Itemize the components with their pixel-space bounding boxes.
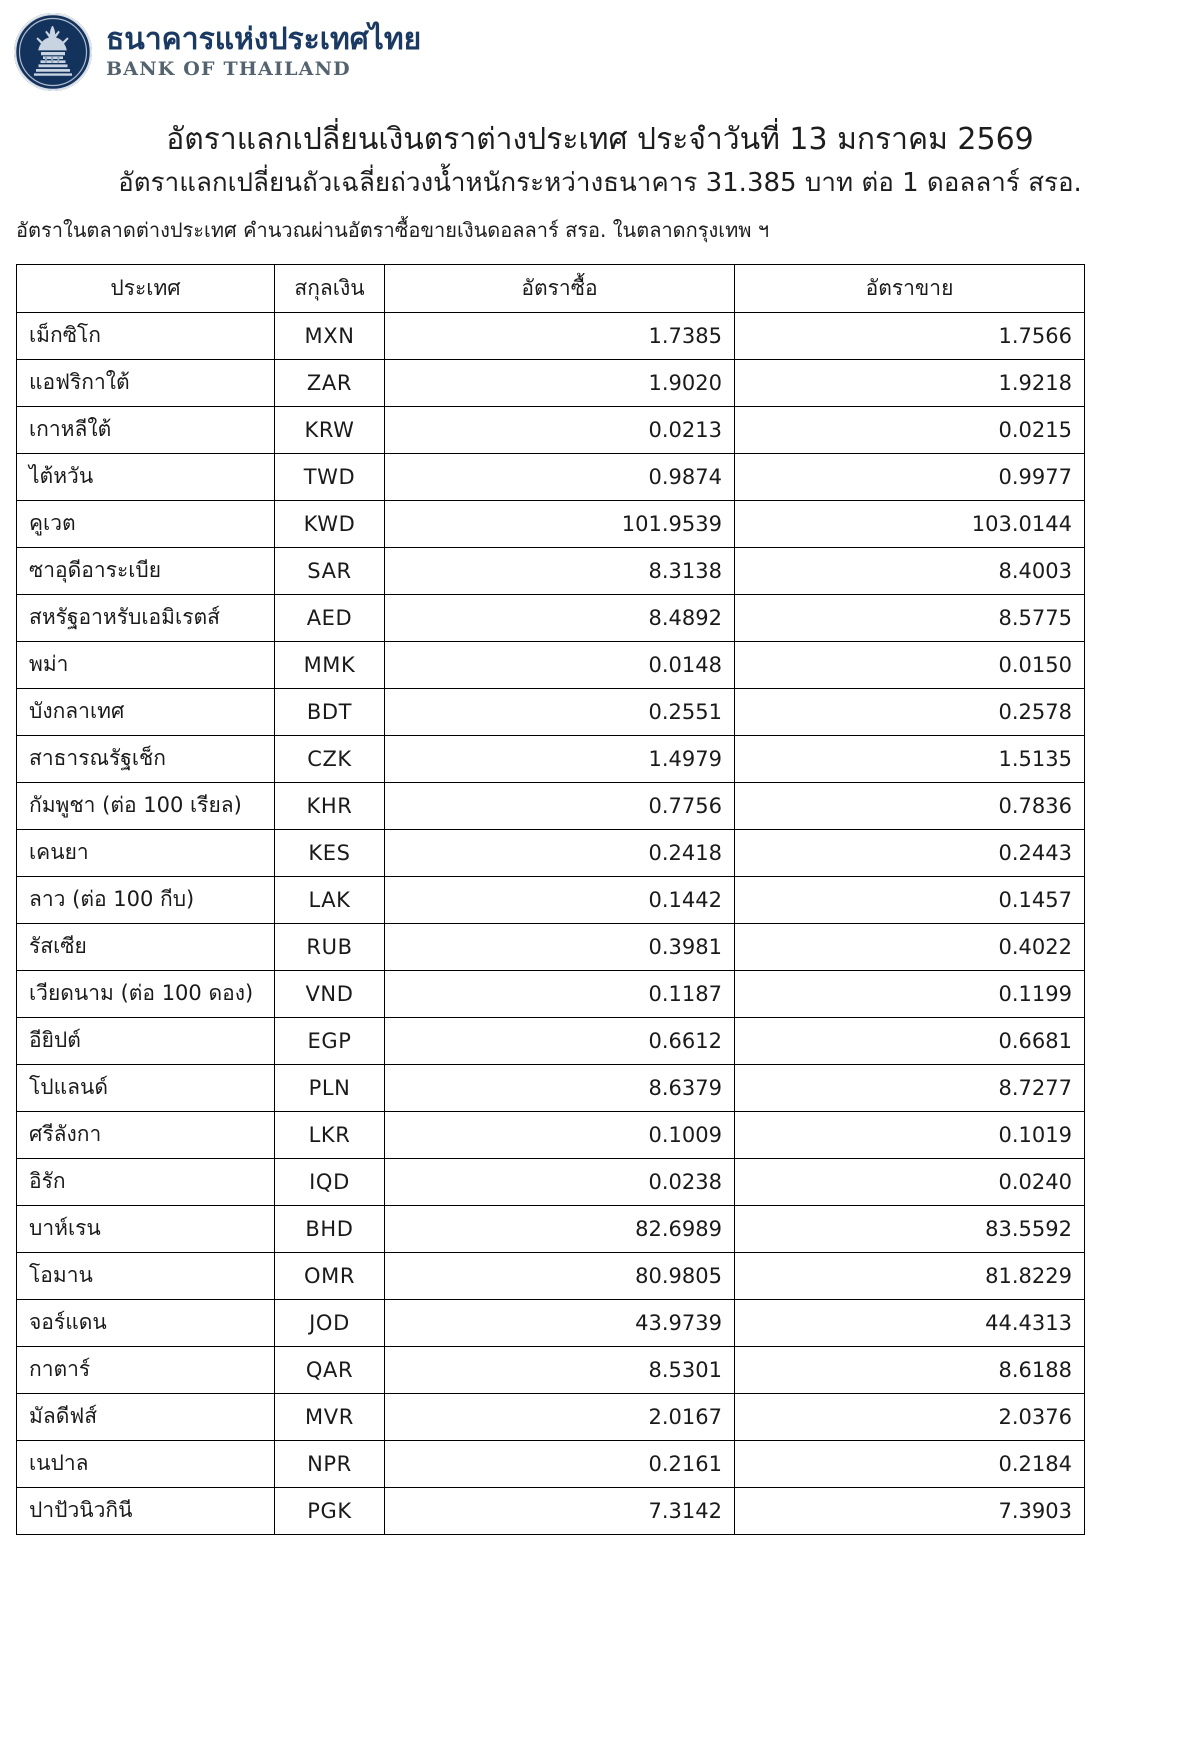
cell-currency-code: LKR bbox=[275, 1111, 385, 1158]
cell-currency-code: MMK bbox=[275, 641, 385, 688]
cell-buying-rate: 1.9020 bbox=[385, 359, 735, 406]
table-row bbox=[17, 1158, 1085, 1205]
cell-country: กาตาร์ bbox=[17, 1346, 275, 1393]
document-titles bbox=[0, 120, 1200, 246]
cell-buying-rate: 0.0213 bbox=[385, 406, 735, 453]
table-row bbox=[17, 500, 1085, 547]
cell-country: อียิปต์ bbox=[17, 1017, 275, 1064]
table-row bbox=[17, 312, 1085, 359]
cell-country: บังกลาเทศ bbox=[17, 688, 275, 735]
cell-currency-code: MVR bbox=[275, 1393, 385, 1440]
cell-currency-code: ZAR bbox=[275, 359, 385, 406]
table-row bbox=[17, 1346, 1085, 1393]
bank-of-thailand-seal-icon bbox=[14, 13, 92, 91]
exchange-rates-table bbox=[16, 264, 1085, 1535]
cell-selling-rate: 2.0376 bbox=[735, 1393, 1085, 1440]
table-row bbox=[17, 1252, 1085, 1299]
cell-buying-rate: 8.6379 bbox=[385, 1064, 735, 1111]
cell-country: แอฟริกาใต้ bbox=[17, 359, 275, 406]
cell-buying-rate: 0.6612 bbox=[385, 1017, 735, 1064]
cell-buying-rate: 0.1009 bbox=[385, 1111, 735, 1158]
table-row bbox=[17, 1299, 1085, 1346]
cell-currency-code: QAR bbox=[275, 1346, 385, 1393]
cell-currency-code: EGP bbox=[275, 1017, 385, 1064]
cell-selling-rate: 44.4313 bbox=[735, 1299, 1085, 1346]
table-row bbox=[17, 1487, 1085, 1534]
cell-currency-code: JOD bbox=[275, 1299, 385, 1346]
cell-currency-code: IQD bbox=[275, 1158, 385, 1205]
cell-country: บาห์เรน bbox=[17, 1205, 275, 1252]
cell-country: เม็กซิโก bbox=[17, 312, 275, 359]
cell-selling-rate: 0.0150 bbox=[735, 641, 1085, 688]
cell-country: เกาหลีใต้ bbox=[17, 406, 275, 453]
table-row bbox=[17, 547, 1085, 594]
cell-currency-code: TWD bbox=[275, 453, 385, 500]
table-header bbox=[17, 264, 1085, 312]
cell-selling-rate: 7.3903 bbox=[735, 1487, 1085, 1534]
cell-selling-rate: 1.5135 bbox=[735, 735, 1085, 782]
table-row bbox=[17, 453, 1085, 500]
cell-selling-rate: 0.7836 bbox=[735, 782, 1085, 829]
cell-country: กัมพูชา (ต่อ 100 เรียล) bbox=[17, 782, 275, 829]
cell-selling-rate: 83.5592 bbox=[735, 1205, 1085, 1252]
cell-selling-rate: 0.2184 bbox=[735, 1440, 1085, 1487]
cell-currency-code: NPR bbox=[275, 1440, 385, 1487]
cell-buying-rate: 80.9805 bbox=[385, 1252, 735, 1299]
cell-buying-rate: 0.2551 bbox=[385, 688, 735, 735]
cell-selling-rate: 8.4003 bbox=[735, 547, 1085, 594]
cell-buying-rate: 0.2418 bbox=[385, 829, 735, 876]
cell-country: สหรัฐอาหรับเอมิเรตส์ bbox=[17, 594, 275, 641]
cell-currency-code: SAR bbox=[275, 547, 385, 594]
cell-currency-code: PGK bbox=[275, 1487, 385, 1534]
cell-currency-code: KHR bbox=[275, 782, 385, 829]
cell-country: โปแลนด์ bbox=[17, 1064, 275, 1111]
rates-table-container bbox=[16, 264, 1184, 1535]
cell-selling-rate: 8.6188 bbox=[735, 1346, 1085, 1393]
cell-currency-code: KES bbox=[275, 829, 385, 876]
cell-currency-code: CZK bbox=[275, 735, 385, 782]
table-header-row bbox=[17, 264, 1085, 312]
brand-header bbox=[0, 0, 1200, 92]
cell-country: สาธารณรัฐเช็ก bbox=[17, 735, 275, 782]
cell-selling-rate: 0.4022 bbox=[735, 923, 1085, 970]
table-row bbox=[17, 923, 1085, 970]
column-header-selling-rate: อัตราขาย bbox=[735, 264, 1085, 312]
cell-selling-rate: 1.9218 bbox=[735, 359, 1085, 406]
cell-buying-rate: 43.9739 bbox=[385, 1299, 735, 1346]
cell-country: จอร์แดน bbox=[17, 1299, 275, 1346]
cell-country: เวียดนาม (ต่อ 100 ดอง) bbox=[17, 970, 275, 1017]
table-row bbox=[17, 641, 1085, 688]
cell-selling-rate: 0.6681 bbox=[735, 1017, 1085, 1064]
table-row bbox=[17, 594, 1085, 641]
cell-country: อิรัก bbox=[17, 1158, 275, 1205]
cell-buying-rate: 0.1442 bbox=[385, 876, 735, 923]
interbank-rate-subtitle: อัตราแลกเปลี่ยนถัวเฉลี่ยถ่วงน้ำหนักระหว่างธนาคาร 31.385 บาท ต่อ 1 ดอลลาร์ สรอ. bbox=[118, 167, 1082, 198]
cell-selling-rate: 0.1019 bbox=[735, 1111, 1085, 1158]
cell-currency-code: MXN bbox=[275, 312, 385, 359]
cell-selling-rate: 0.2443 bbox=[735, 829, 1085, 876]
cell-currency-code: AED bbox=[275, 594, 385, 641]
cell-selling-rate: 0.0240 bbox=[735, 1158, 1085, 1205]
table-row bbox=[17, 1205, 1085, 1252]
cell-currency-code: OMR bbox=[275, 1252, 385, 1299]
cell-buying-rate: 0.7756 bbox=[385, 782, 735, 829]
cell-currency-code: BHD bbox=[275, 1205, 385, 1252]
table-row bbox=[17, 876, 1085, 923]
table-row bbox=[17, 735, 1085, 782]
cell-selling-rate: 0.1457 bbox=[735, 876, 1085, 923]
table-row bbox=[17, 970, 1085, 1017]
cell-buying-rate: 1.4979 bbox=[385, 735, 735, 782]
cell-buying-rate: 0.0238 bbox=[385, 1158, 735, 1205]
cell-buying-rate: 0.3981 bbox=[385, 923, 735, 970]
cell-country: รัสเซีย bbox=[17, 923, 275, 970]
cell-selling-rate: 8.7277 bbox=[735, 1064, 1085, 1111]
cell-buying-rate: 82.6989 bbox=[385, 1205, 735, 1252]
cell-selling-rate: 103.0144 bbox=[735, 500, 1085, 547]
table-row bbox=[17, 1393, 1085, 1440]
market-note: อัตราในตลาดต่างประเทศ คำนวณผ่านอัตราซื้อขายเงินดอลลาร์ สรอ. ในตลาดกรุงเทพ ฯ bbox=[16, 217, 770, 242]
cell-country: คูเวต bbox=[17, 500, 275, 547]
cell-buying-rate: 8.4892 bbox=[385, 594, 735, 641]
cell-buying-rate: 8.3138 bbox=[385, 547, 735, 594]
cell-selling-rate: 0.1199 bbox=[735, 970, 1085, 1017]
cell-selling-rate: 0.2578 bbox=[735, 688, 1085, 735]
cell-buying-rate: 0.2161 bbox=[385, 1440, 735, 1487]
cell-currency-code: KWD bbox=[275, 500, 385, 547]
cell-country: ศรีลังกา bbox=[17, 1111, 275, 1158]
table-row bbox=[17, 406, 1085, 453]
table-row bbox=[17, 829, 1085, 876]
cell-buying-rate: 7.3142 bbox=[385, 1487, 735, 1534]
cell-country: ปาปัวนิวกินี bbox=[17, 1487, 275, 1534]
cell-selling-rate: 0.9977 bbox=[735, 453, 1085, 500]
cell-currency-code: RUB bbox=[275, 923, 385, 970]
cell-currency-code: KRW bbox=[275, 406, 385, 453]
table-row bbox=[17, 1440, 1085, 1487]
cell-country: ไต้หวัน bbox=[17, 453, 275, 500]
cell-buying-rate: 101.9539 bbox=[385, 500, 735, 547]
cell-selling-rate: 1.7566 bbox=[735, 312, 1085, 359]
cell-country: ลาว (ต่อ 100 กีบ) bbox=[17, 876, 275, 923]
cell-country: ซาอุดีอาระเบีย bbox=[17, 547, 275, 594]
cell-country: โอมาน bbox=[17, 1252, 275, 1299]
column-header-country: ประเทศ bbox=[17, 264, 275, 312]
cell-buying-rate: 2.0167 bbox=[385, 1393, 735, 1440]
cell-selling-rate: 8.5775 bbox=[735, 594, 1085, 641]
cell-currency-code: PLN bbox=[275, 1064, 385, 1111]
table-row bbox=[17, 782, 1085, 829]
cell-selling-rate: 0.0215 bbox=[735, 406, 1085, 453]
cell-selling-rate: 81.8229 bbox=[735, 1252, 1085, 1299]
table-row bbox=[17, 1064, 1085, 1111]
cell-buying-rate: 0.0148 bbox=[385, 641, 735, 688]
cell-buying-rate: 1.7385 bbox=[385, 312, 735, 359]
cell-buying-rate: 0.1187 bbox=[385, 970, 735, 1017]
table-body bbox=[17, 312, 1085, 1534]
cell-country: พม่า bbox=[17, 641, 275, 688]
brand-title-thai: ธนาคารแห่งประเทศไทย bbox=[106, 22, 422, 58]
table-row bbox=[17, 359, 1085, 406]
table-row bbox=[17, 1111, 1085, 1158]
page-title: อัตราแลกเปลี่ยนเงินตราต่างประเทศ ประจำวันที่ 13 มกราคม 2569 bbox=[166, 122, 1034, 157]
brand-title-english: BANK OF THAILAND bbox=[106, 57, 351, 80]
cell-buying-rate: 0.9874 bbox=[385, 453, 735, 500]
table-row bbox=[17, 1017, 1085, 1064]
cell-country: มัลดีฟส์ bbox=[17, 1393, 275, 1440]
cell-country: เคนยา bbox=[17, 829, 275, 876]
column-header-buying-rate: อัตราซื้อ bbox=[385, 264, 735, 312]
cell-currency-code: VND bbox=[275, 970, 385, 1017]
column-header-currency: สกุลเงิน bbox=[275, 264, 385, 312]
cell-buying-rate: 8.5301 bbox=[385, 1346, 735, 1393]
cell-currency-code: LAK bbox=[275, 876, 385, 923]
table-row bbox=[17, 688, 1085, 735]
cell-country: เนปาล bbox=[17, 1440, 275, 1487]
cell-currency-code: BDT bbox=[275, 688, 385, 735]
